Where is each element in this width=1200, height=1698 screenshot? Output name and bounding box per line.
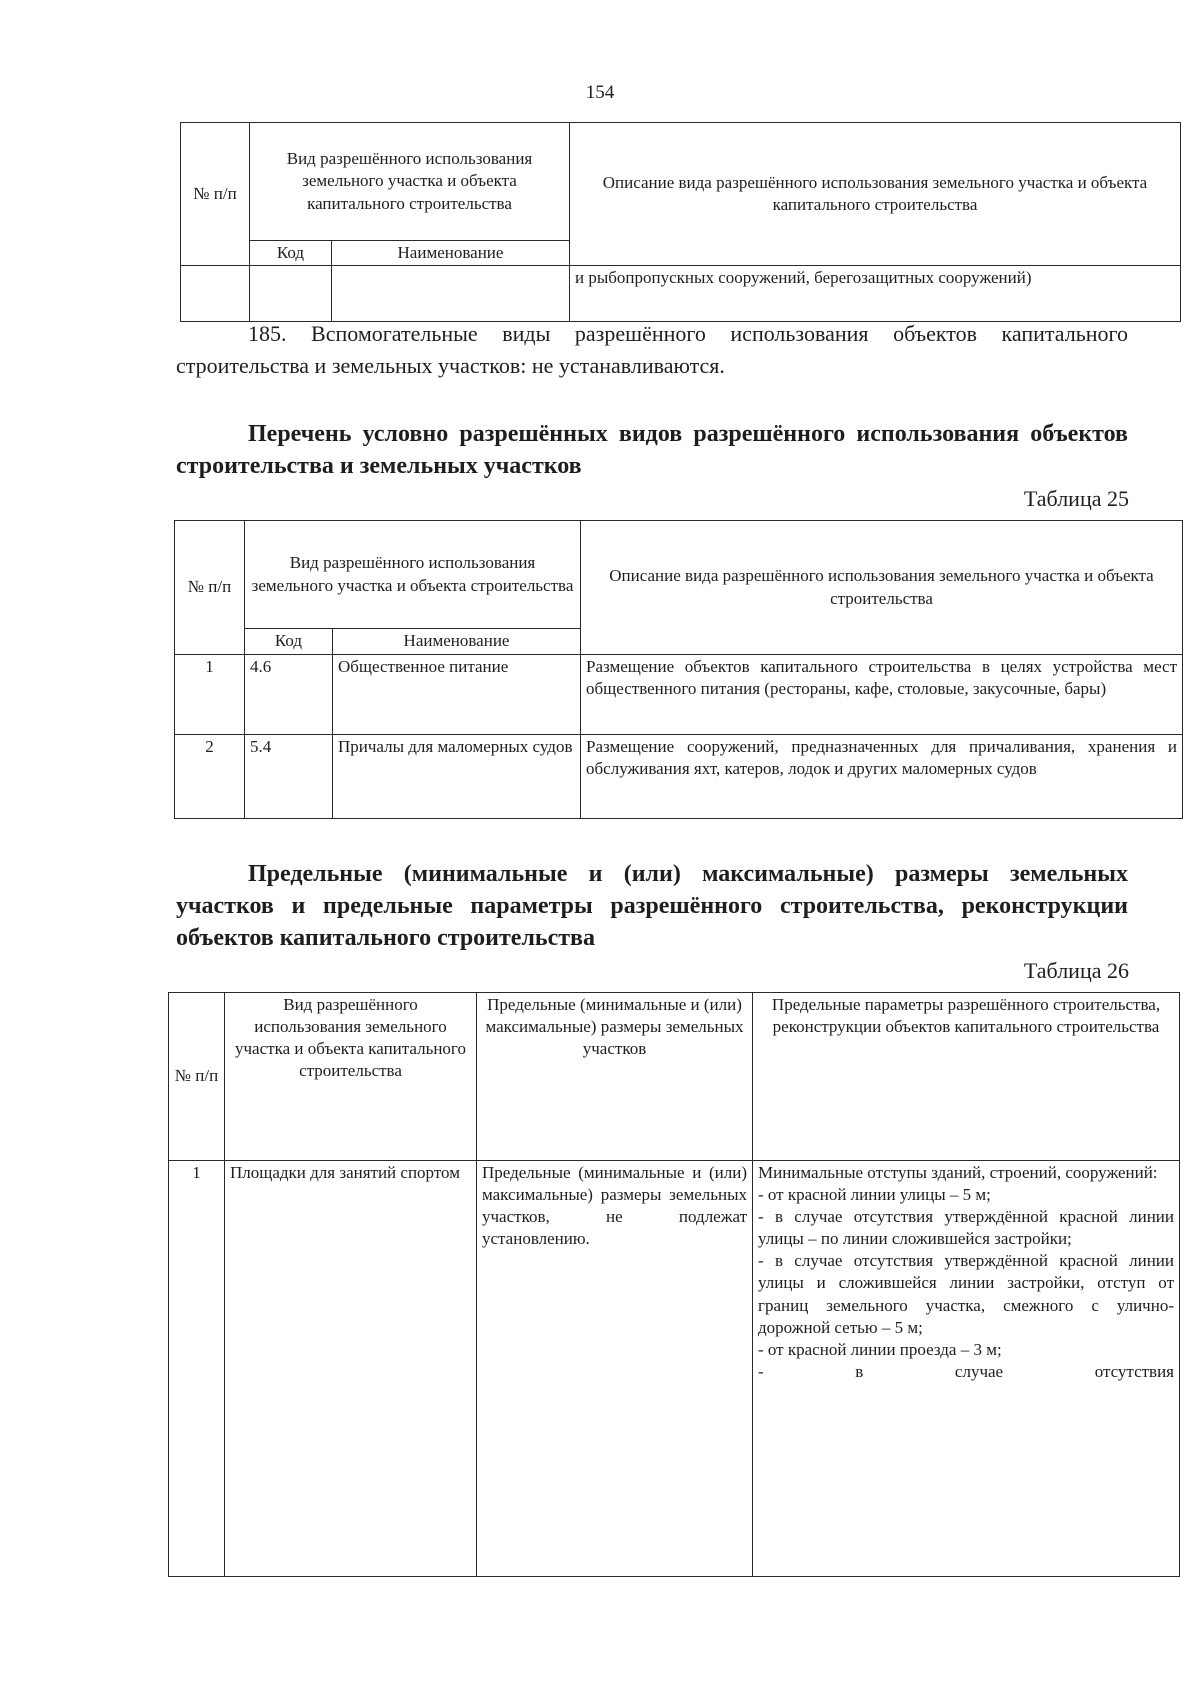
- table-row: [175, 655, 1183, 735]
- header-vid: Вид разрешённого использования земельного участка и объекта строительства: [245, 521, 581, 629]
- param-line: Минимальные отступы зданий, строений, сооружений:: [758, 1163, 1158, 1182]
- cell-name: Общественное питание: [333, 655, 581, 735]
- header-num: № п/п: [175, 521, 245, 655]
- header-vid: Вид разрешённого использования земельного участка и объекта капитального строительства: [225, 993, 477, 1161]
- cell-num: 1: [175, 655, 245, 735]
- cell-sizes: Предельные (минимальные и (или) максимальные) размеры земельных участков, не подлежат установлению.: [477, 1161, 753, 1577]
- cell-description: и рыбопропускных сооружений, берегозащитных сооружений): [570, 266, 1181, 322]
- header-vid: Вид разрешённого использования земельного участка и объекта капитального строительства: [250, 123, 570, 241]
- cell-description: Размещение объектов капитального строительства в целях устройства мест общественного питания (рестораны, кафе, столовые, закусочные, бары): [581, 655, 1183, 735]
- cell-num: 1: [169, 1161, 225, 1577]
- header-sizes: Предельные (минимальные и (или) максимальные) размеры земельных участков: [477, 993, 753, 1161]
- table-caption-25: Таблица 25: [1023, 486, 1129, 511]
- table-row: [181, 266, 1181, 322]
- heading-limits: Предельные (минимальные и (или) максимальные) размеры земельных участков и предельные параметры разрешённого строительства, реконструкции объектов капитального строительства: [176, 861, 1128, 951]
- cell-num: [181, 266, 250, 322]
- param-line: - в случае отсутствия: [758, 1361, 1174, 1381]
- param-line: - в случае отсутствия утверждённой красной линии улицы и сложившейся линии застройки, отступ от границ земельного участка, смежного с улично-дорожной сетью – 5 м;: [758, 1251, 1174, 1337]
- table-caption-26: Таблица 26: [1023, 958, 1129, 983]
- cell-code: [250, 266, 332, 322]
- header-description: Описание вида разрешённого использования земельного участка и объекта капитального строительства: [570, 123, 1181, 266]
- continuation-table: [180, 122, 1181, 322]
- table-25: [174, 520, 1183, 819]
- page-number: 154: [585, 82, 615, 103]
- header-name: Наименование: [333, 629, 581, 655]
- table-row: [175, 735, 1183, 819]
- param-line: - от красной линии улицы – 5 м;: [758, 1185, 991, 1205]
- header-num: № п/п: [181, 123, 250, 266]
- cell-name: [332, 266, 570, 322]
- header-description: Описание вида разрешённого использования земельного участка и объекта строительства: [581, 521, 1183, 655]
- cell-num: 2: [175, 735, 245, 819]
- table-26: [168, 992, 1180, 1577]
- table-row: [169, 1161, 1180, 1577]
- header-num: № п/п: [169, 993, 225, 1161]
- cell-params: [753, 1161, 1180, 1577]
- cell-vid: Площадки для занятий спортом: [225, 1161, 477, 1577]
- param-line: - от красной линии проезда – 3 м;: [758, 1339, 1002, 1359]
- paragraph-185: 185. Вспомогательные виды разрешённого использования объектов капитального строительства и земельных участков: не устанавливаются.: [176, 321, 1128, 378]
- cell-code: 4.6: [245, 655, 333, 735]
- header-name: Наименование: [332, 241, 570, 266]
- header-params: Предельные параметры разрешённого строительства, реконструкции объектов капитального строительства: [753, 993, 1180, 1161]
- cell-name: Причалы для маломерных судов: [333, 735, 581, 819]
- heading-conditional-uses: Перечень условно разрешённых видов разрешённого использования объектов строительства и земельных участков: [176, 421, 1128, 479]
- cell-code: 5.4: [245, 735, 333, 819]
- header-code: Код: [245, 629, 333, 655]
- cell-description: Размещение сооружений, предназначенных для причаливания, хранения и обслуживания яхт, катеров, лодок и других маломерных судов: [581, 735, 1183, 819]
- param-line: - в случае отсутствия утверждённой красной линии улицы – по линии сложившейся застройки;: [758, 1207, 1174, 1249]
- header-code: Код: [250, 241, 332, 266]
